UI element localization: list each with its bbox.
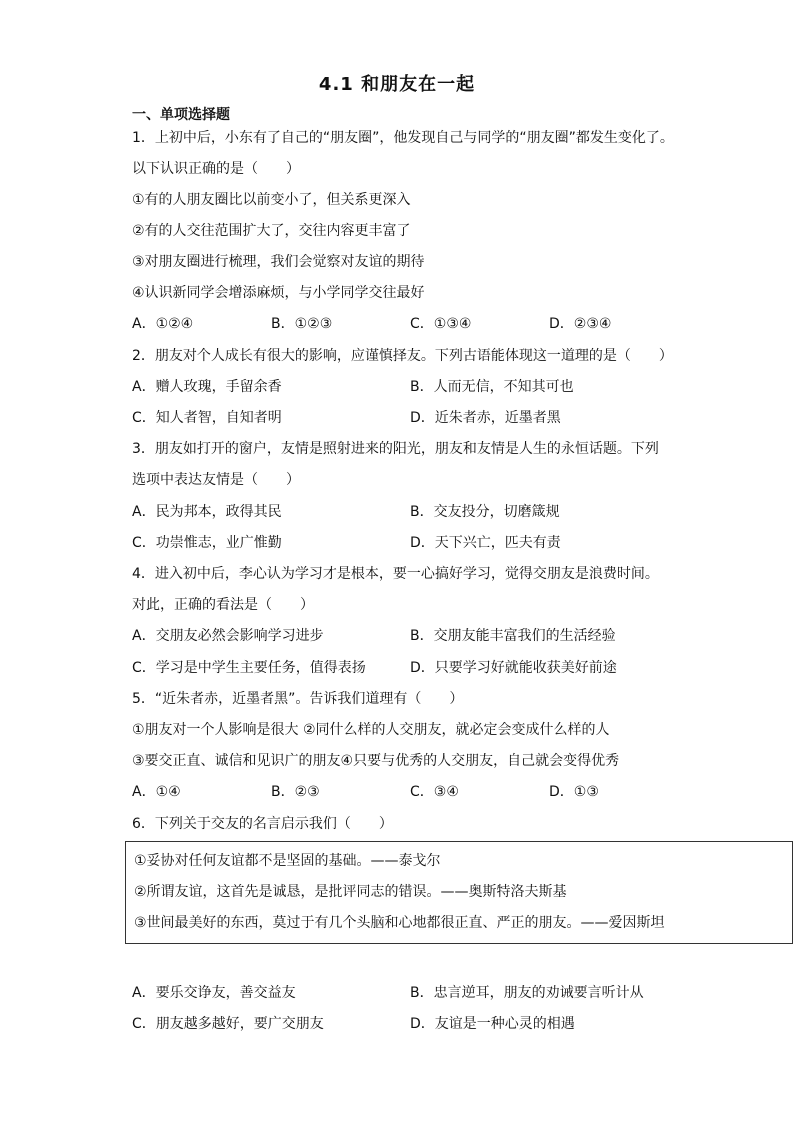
question-1-item-4: ④认识新同学会增添麻烦，与小学同学交往最好 (132, 285, 425, 301)
question-5-item-line-2: ③要交正直、诚信和见识广的朋友④只要与优秀的人交朋友，自己就会变得优秀 (132, 753, 620, 769)
question-5-option-a: A．①④ (132, 784, 181, 800)
question-5-item-line-1: ①朋友对一个人影响是很大 ②同什么样的人交朋友，就必定会变成什么样的人 (132, 722, 610, 738)
question-1-stem-line-2: 以下认识正确的是（ ） (132, 161, 300, 177)
section-heading: 一、单项选择题 (132, 107, 230, 123)
question-3-option-d: D．天下兴亡，匹夫有责 (410, 535, 561, 551)
question-4-option-d: D．只要学习好就能收获美好前途 (410, 660, 617, 676)
question-4-option-a: A．交朋友必然会影响学习进步 (132, 628, 324, 644)
question-1-stem-line-1: 1．上初中后，小东有了自己的“朋友圈”，他发现自己与同学的“朋友圈”都发生变化了。 (132, 130, 674, 146)
question-5-option-d: D．①③ (549, 784, 599, 800)
quote-box (125, 841, 793, 944)
question-6-option-a: A．要乐交诤友，善交益友 (132, 985, 296, 1001)
question-1-option-b: B．①②③ (271, 316, 333, 332)
question-3-stem-line-1: 3．朋友如打开的窗户，友情是照射进来的阳光，朋友和友情是人生的永恒话题。下列 (132, 441, 659, 457)
page-title: 4.1 和朋友在一起 (318, 74, 476, 95)
quote-3: ③世间最美好的东西，莫过于有几个头脑和心地都很正直、严正的朋友。——爱因斯坦 (134, 915, 665, 931)
question-3-option-c: C．功崇惟志，业广惟勤 (132, 535, 282, 551)
question-6-stem: 6．下列关于交友的名言启示我们（ ） (132, 816, 393, 832)
question-6-option-c: C．朋友越多越好，要广交朋友 (132, 1016, 324, 1032)
question-4-stem-line-2: 对此，正确的看法是（ ） (132, 597, 314, 613)
question-1-item-1: ①有的人朋友圈比以前变小了，但关系更深入 (132, 192, 411, 208)
quote-1: ①妥协对任何友谊都不是坚固的基础。——泰戈尔 (134, 853, 441, 869)
question-6-option-b: B．忠言逆耳，朋友的劝诫要言听计从 (410, 985, 644, 1001)
question-2-option-b: B．人而无信，不知其可也 (410, 379, 574, 395)
question-2-option-a: A．赠人玫瑰，手留余香 (132, 379, 282, 395)
question-5-option-c: C．③④ (410, 784, 459, 800)
question-2-option-c: C．知人者智，自知者明 (132, 410, 282, 426)
question-1-option-d: D．②③④ (549, 316, 612, 332)
question-2-option-d: D．近朱者赤，近墨者黑 (410, 410, 561, 426)
question-1-item-2: ②有的人交往范围扩大了，交往内容更丰富了 (132, 223, 411, 239)
question-1-option-c: C．①③④ (410, 316, 472, 332)
question-4-stem-line-1: 4．进入初中后，李心认为学习才是根本，要一心搞好学习，觉得交朋友是浪费时间。 (132, 566, 659, 582)
question-5-option-b: B．②③ (271, 784, 320, 800)
question-6-option-d: D．友谊是一种心灵的相遇 (410, 1016, 575, 1032)
question-3-option-b: B．交友投分，切磨箴规 (410, 504, 560, 520)
question-2-stem: 2．朋友对个人成长有很大的影响，应谨慎择友。下列古语能体现这一道理的是（ ） (132, 348, 673, 364)
question-1-item-3: ③对朋友圈进行梳理，我们会觉察对友谊的期待 (132, 254, 425, 270)
question-3-stem-line-2: 选项中表达友情是（ ） (132, 472, 300, 488)
question-5-stem: 5．“近朱者赤，近墨者黑”。告诉我们道理有（ ） (132, 691, 464, 707)
question-4-option-b: B．交朋友能丰富我们的生活经验 (410, 628, 616, 644)
question-4-option-c: C．学习是中学生主要任务，值得表扬 (132, 660, 366, 676)
question-3-option-a: A．民为邦本，政得其民 (132, 504, 282, 520)
quote-2: ②所谓友谊，这首先是诚恳，是批评同志的错误。——奥斯特洛夫斯基 (134, 884, 567, 900)
question-1-option-a: A．①②④ (132, 316, 194, 332)
